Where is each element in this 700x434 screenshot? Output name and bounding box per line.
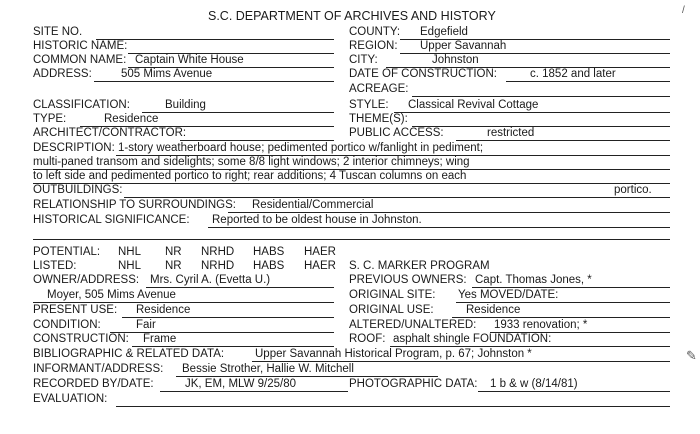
informant-value: Bessie Strother, Hallie W. Mitchell	[182, 363, 354, 375]
historical-significance-value: Reported to be oldest house in Johnston.	[212, 214, 422, 226]
description-label: DESCRIPTION:	[33, 142, 115, 154]
recorded-by-value: JK, EM, MLW 9/25/80	[185, 378, 296, 390]
bibliographic-value: Upper Savannah Historical Program, p. 67; Johnston *	[255, 348, 532, 360]
site-no-label: SITE NO.	[33, 26, 83, 38]
margin-mark-side: ✎	[686, 348, 697, 363]
date-of-construction-label: DATE OF CONSTRUCTION:	[349, 68, 498, 80]
relationship-line	[228, 212, 670, 213]
theme-label: THEME(S):	[349, 113, 408, 125]
listed-nrhd: NRHD	[201, 260, 235, 272]
owner-address-line-2	[33, 302, 334, 303]
recorded-by-line	[160, 391, 348, 392]
county-label: COUNTY:	[349, 26, 401, 38]
altered-label: ALTERED/UNALTERED:	[349, 319, 477, 331]
listed-haer: HAER	[304, 260, 336, 272]
common-name-label: COMMON NAME:	[33, 54, 127, 66]
potential-habs: HABS	[253, 246, 285, 258]
outbuildings-line	[124, 197, 670, 198]
description-line-3: to left side and pedimented portico to right; rear additions; 4 Tuscan columns on each	[33, 170, 467, 182]
site-no-line	[96, 39, 334, 40]
owner-address-line-1	[146, 287, 334, 288]
recorded-by-label: RECORDED BY/DATE:	[33, 378, 154, 390]
listed-habs: HABS	[253, 260, 285, 272]
bibliographic-line	[252, 361, 670, 362]
description-line-2: multi-paned transom and sidelights; some 8/8 light windows; 2 interior chimneys; wing	[33, 156, 470, 168]
historic-name-label: HISTORIC NAME:	[33, 40, 128, 52]
acreage-label: ACREAGE:	[349, 83, 409, 95]
potential-nhl: NHL	[118, 246, 142, 258]
original-use-line	[452, 317, 670, 318]
owner-address-value-1: Mrs. Cyril A. (Evetta U.)	[150, 274, 271, 286]
original-use-label: ORIGINAL USE:	[349, 304, 434, 316]
common-name-value: Captain White House	[135, 54, 244, 66]
photographic-data-value: 1 b & w (8/14/81)	[490, 378, 578, 390]
architect-label: ARCHITECT/CONTRACTOR:	[33, 127, 187, 139]
previous-owners-value: Capt. Thomas Jones, *	[475, 274, 592, 286]
potential-label: POTENTIAL:	[33, 246, 101, 258]
type-label: TYPE:	[33, 113, 67, 125]
original-use-value: Residence	[466, 304, 521, 316]
original-site-line	[456, 302, 670, 303]
construction-value: Frame	[143, 333, 177, 345]
photographic-data-label: PHOTOGRAPHIC DATA:	[349, 378, 478, 390]
region-value: Upper Savannah	[420, 40, 507, 52]
owner-address-value-2: Moyer, 505 Mims Avenue	[47, 289, 176, 301]
listed-nr: NR	[165, 260, 182, 272]
style-label: STYLE:	[349, 99, 389, 111]
public-access-label: PUBLIC ACCESS:	[349, 127, 444, 139]
bibliographic-label: BIBLIOGRAPHIC & RELATED DATA:	[33, 348, 225, 360]
previous-owners-label: PREVIOUS OWNERS:	[349, 274, 467, 286]
altered-value: 1933 renovation; *	[494, 319, 588, 331]
address-label: ADDRESS:	[33, 68, 92, 80]
style-value: Classical Revival Cottage	[408, 99, 539, 111]
classification-label: CLASSIFICATION:	[33, 99, 130, 111]
potential-haer: HAER	[304, 246, 336, 258]
county-value: Edgefield	[420, 26, 468, 38]
evaluation-label: EVALUATION:	[33, 393, 108, 405]
historical-significance-label: HISTORICAL SIGNIFICANCE:	[33, 214, 190, 226]
architect-line	[180, 140, 334, 141]
relationship-value: Residential/Commercial	[252, 199, 374, 211]
informant-line	[176, 376, 438, 377]
evaluation-line	[116, 406, 670, 407]
public-access-line	[456, 140, 670, 141]
address-line	[94, 81, 334, 82]
outbuildings-label: OUTBUILDINGS:	[33, 184, 123, 196]
classification-line	[142, 112, 334, 113]
listed-nhl: NHL	[118, 260, 142, 272]
owner-address-label: OWNER/ADDRESS:	[33, 274, 140, 286]
potential-nr: NR	[165, 246, 182, 258]
description-rule-3	[33, 183, 670, 184]
present-use-label: PRESENT USE:	[33, 304, 118, 316]
potential-nrhd: NRHD	[201, 246, 235, 258]
region-label: REGION:	[349, 40, 398, 52]
original-site-value: Yes MOVED/DATE:	[458, 289, 559, 301]
section-divider	[33, 239, 670, 240]
condition-label: CONDITION:	[33, 319, 101, 331]
original-site-label: ORIGINAL SITE:	[349, 289, 436, 301]
listed-label: LISTED:	[33, 260, 77, 272]
city-label: CITY:	[349, 54, 378, 66]
city-value: Johnston	[432, 54, 479, 66]
date-of-construction-value: c. 1852 and later	[530, 68, 616, 80]
margin-mark-top: /	[682, 5, 685, 16]
description-line-1: 1-story weatherboard house; pedimented portico w/fanlight in pediment;	[118, 142, 484, 154]
address-value: 505 Mims Avenue	[121, 68, 213, 80]
roof-label: ROOF:	[349, 333, 386, 345]
construction-label: CONSTRUCTION:	[33, 333, 129, 345]
present-use-line	[122, 317, 334, 318]
present-use-value: Residence	[136, 304, 191, 316]
marker-program-label: S. C. MARKER PROGRAM	[349, 260, 490, 272]
description-line-4: portico.	[614, 184, 652, 196]
photographic-data-line	[478, 391, 670, 392]
style-line	[394, 112, 670, 113]
historical-significance-line	[208, 227, 670, 228]
form-header: S.C. DEPARTMENT OF ARCHIVES AND HISTORY	[208, 9, 496, 23]
type-value: Residence	[104, 113, 159, 125]
roof-line	[390, 346, 670, 347]
public-access-value: restricted	[487, 127, 535, 139]
informant-label: INFORMANT/ADDRESS:	[33, 363, 164, 375]
acreage-line	[412, 96, 670, 97]
relationship-label: RELATIONSHIP TO SURROUNDINGS:	[33, 199, 236, 211]
classification-value: Building	[165, 99, 206, 111]
condition-value: Fair	[136, 319, 156, 331]
roof-value: asphalt shingle FOUNDATION:	[393, 333, 552, 345]
construction-line	[132, 346, 334, 347]
date-of-construction-line	[506, 81, 670, 82]
previous-owners-line	[472, 287, 670, 288]
theme-line	[412, 126, 670, 127]
